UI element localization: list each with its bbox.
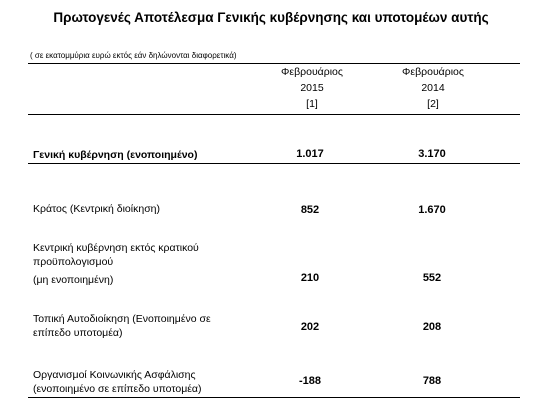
label-line: Οργανισμοί Κοινωνικής Ασφάλισης — [33, 369, 196, 381]
row-value-2014: 208 — [422, 321, 442, 333]
row-label-general-government: Γενική κυβέρνηση (ενοποιημένο) — [33, 149, 198, 161]
units-note: ( σε εκατομμύρια ευρώ εκτός εάν δηλώνονται διαφορετικά) — [30, 51, 237, 60]
label-line: επίπεδο υποτομέα) — [33, 327, 123, 339]
row-value-2014: 788 — [422, 375, 442, 387]
row-value-2015: 1.017 — [296, 148, 324, 160]
table-bottom-rule — [28, 397, 520, 398]
row-value-2015: 202 — [300, 321, 320, 333]
label-line: Κεντρική κυβέρνηση εκτός κρατικού — [33, 242, 199, 254]
row-label-social-security-funds — [33, 368, 202, 396]
row-label-local-government — [33, 312, 211, 340]
column-header-2015 — [262, 64, 362, 112]
row-value-2015: -188 — [298, 375, 322, 387]
label-line: προϋπολογισμού — [33, 256, 114, 268]
row-value-2014: 552 — [422, 272, 442, 284]
column-header-year: 2015 — [300, 82, 324, 94]
label-line: (μη ενοποιημένη) — [33, 274, 114, 286]
column-header-2014 — [383, 64, 483, 112]
header-bottom-rule — [28, 114, 520, 115]
row-value-2014: 1.670 — [418, 204, 446, 216]
row-label-state: Κράτος (Κεντρική διοίκηση) — [33, 203, 161, 215]
table-title: Πρωτογενές Αποτέλεσμα Γενικής κυβέρνησης και υποτομέων αυτής — [53, 10, 489, 25]
row-separator — [28, 163, 520, 164]
column-header-month: Φεβρουάριος — [281, 66, 343, 78]
label-line: (ενοποιημένο σε επίπεδο υποτομέα) — [33, 383, 202, 395]
row-value-2015: 852 — [300, 204, 320, 216]
row-value-2015: 210 — [300, 272, 320, 284]
column-header-ref: [1] — [306, 98, 318, 110]
column-header-month: Φεβρουάριος — [402, 66, 464, 78]
row-value-2014: 3.170 — [418, 148, 446, 160]
column-header-year: 2014 — [421, 82, 445, 94]
label-line: Τοπική Αυτοδιοίκηση (Ενοποιημένο σε — [33, 313, 211, 325]
column-header-ref: [2] — [427, 98, 439, 110]
row-label-central-gov-extra-budget — [33, 241, 199, 287]
